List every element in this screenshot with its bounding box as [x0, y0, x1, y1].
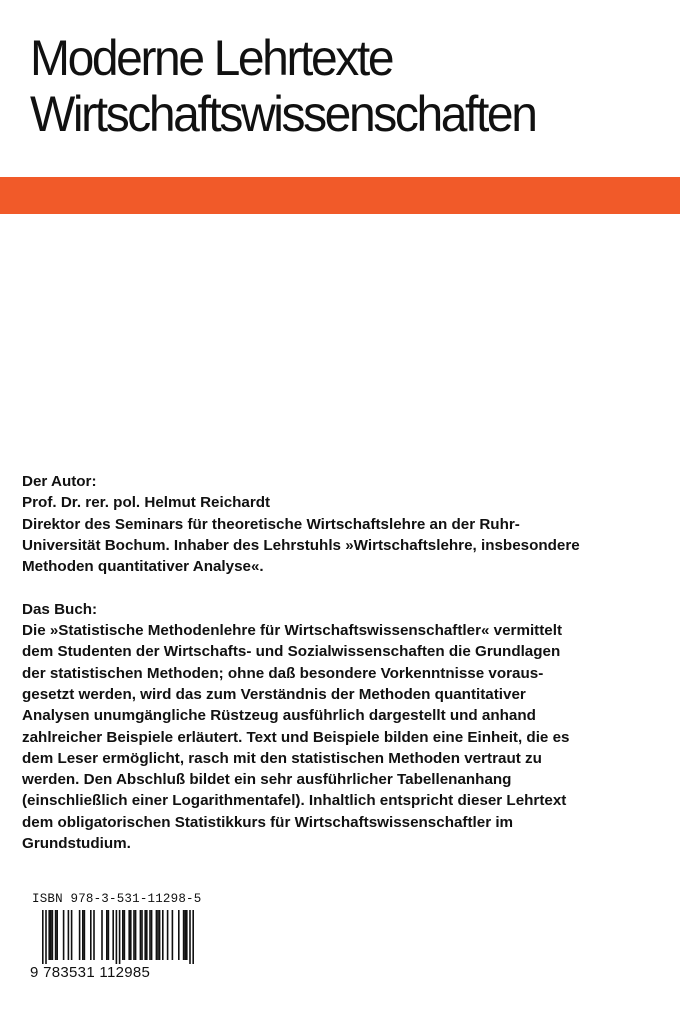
author-line: Universität Bochum. Inhaber des Lehrstuhls »Wirtschaftslehre, insbesondere [22, 536, 580, 554]
barcode-bar [56, 910, 58, 960]
book-line: gesetzt werden, wird das zum Verständnis der Methoden quantitativer [22, 685, 526, 703]
barcode-bar [63, 910, 65, 960]
series-title-line-2: Wirtschaftswissenschaften [30, 86, 536, 142]
barcode-bar [71, 910, 73, 960]
barcode-bar [112, 910, 114, 960]
barcode-bar [140, 910, 142, 960]
barcode-bar [157, 910, 159, 960]
book-line: zahlreicher Beispiele erläutert. Text und Beispiele bilden eine Einheit, die es [22, 728, 570, 746]
book-line: der statistischen Methoden; ohne daß besondere Vorkenntnisse voraus- [22, 664, 544, 682]
book-heading: Das Buch: [22, 600, 98, 618]
barcode-bar [172, 910, 174, 960]
ean-digits: 9 783531 112985 [30, 964, 151, 981]
book-line: werden. Den Abschluß bildet ein sehr ausführlicher Tabellenanhang [22, 771, 512, 789]
barcode-bar [133, 910, 135, 960]
barcode-bar [192, 910, 194, 964]
barcode-bar [45, 910, 47, 964]
isbn-label: ISBN 978-3-531-11298-5 [32, 892, 202, 906]
book-line: (einschließlich einer Logarithmentafel). Inhaltlich entspricht dieser Lehrtext [22, 792, 567, 810]
barcode-bar [42, 910, 44, 964]
barcode-bar [162, 910, 164, 960]
author-heading: Der Autor: [22, 473, 97, 490]
back-cover-blurb [22, 471, 662, 854]
book-line: Analysen unumgängliche Rüstzeug ausführlich dargestellt und anhand [22, 707, 536, 725]
barcode-bar [156, 910, 158, 960]
accent-bar [0, 177, 680, 214]
series-title [30, 30, 644, 142]
barcode-bar [48, 910, 50, 960]
isbn-barcode-block [30, 892, 210, 984]
book-line: dem obligatorischen Statistikkurs für Wirtschaftswissenschaftler im [22, 813, 514, 831]
section-gap [22, 577, 662, 598]
barcode-bar [90, 910, 92, 960]
barcode-bar [84, 910, 86, 960]
barcode-bar [135, 910, 137, 960]
series-title-line-1: Moderne Lehrtexte [30, 30, 393, 86]
barcode-bar [119, 910, 121, 964]
book-line: dem Leser ermöglicht, rasch mit den statistischen Methoden vertraut zu [22, 749, 542, 767]
barcode-bar [55, 910, 57, 960]
barcode-graphic [30, 910, 205, 964]
barcode-bar [189, 910, 191, 964]
barcode-bar [159, 910, 161, 960]
barcode-bar [183, 910, 185, 960]
barcode-bar [122, 910, 124, 960]
author-line: Methoden quantitativer Analyse«. [22, 558, 264, 576]
barcode-bar [50, 910, 52, 960]
author-line: Prof. Dr. rer. pol. Helmut Reichardt [22, 494, 271, 512]
barcode-bar [178, 910, 180, 960]
book-line: dem Studenten der Wirtschafts- und Sozialwissenschaften die Grundlagen [22, 643, 561, 661]
book-line: Die »Statistische Methodenlehre für Wirtschaftswissenschaftler« vermittelt [22, 622, 563, 640]
barcode-bar [82, 910, 84, 960]
barcode-bar [130, 910, 132, 960]
barcode-bar [128, 910, 130, 960]
barcode-bar [146, 910, 148, 960]
barcode-bar [101, 910, 103, 960]
barcode-bar [124, 910, 126, 960]
author-line: Direktor des Seminars für theoretische Wirtschaftslehre an der Ruhr- [22, 515, 520, 533]
barcode-bar [184, 910, 186, 960]
barcode-bar [106, 910, 108, 960]
barcode-bar [144, 910, 146, 960]
barcode-bar [108, 910, 110, 960]
barcode-bar [79, 910, 81, 960]
barcode-bar [167, 910, 169, 960]
barcode-bar [151, 910, 153, 960]
book-line: Grundstudium. [22, 835, 131, 853]
barcode-bar [149, 910, 151, 960]
barcode-bar [68, 910, 70, 960]
barcode-bar [52, 910, 54, 960]
barcode-bar [141, 910, 143, 960]
barcode-bar [116, 910, 118, 964]
barcode-bar [186, 910, 188, 960]
barcode-bar [93, 910, 95, 960]
